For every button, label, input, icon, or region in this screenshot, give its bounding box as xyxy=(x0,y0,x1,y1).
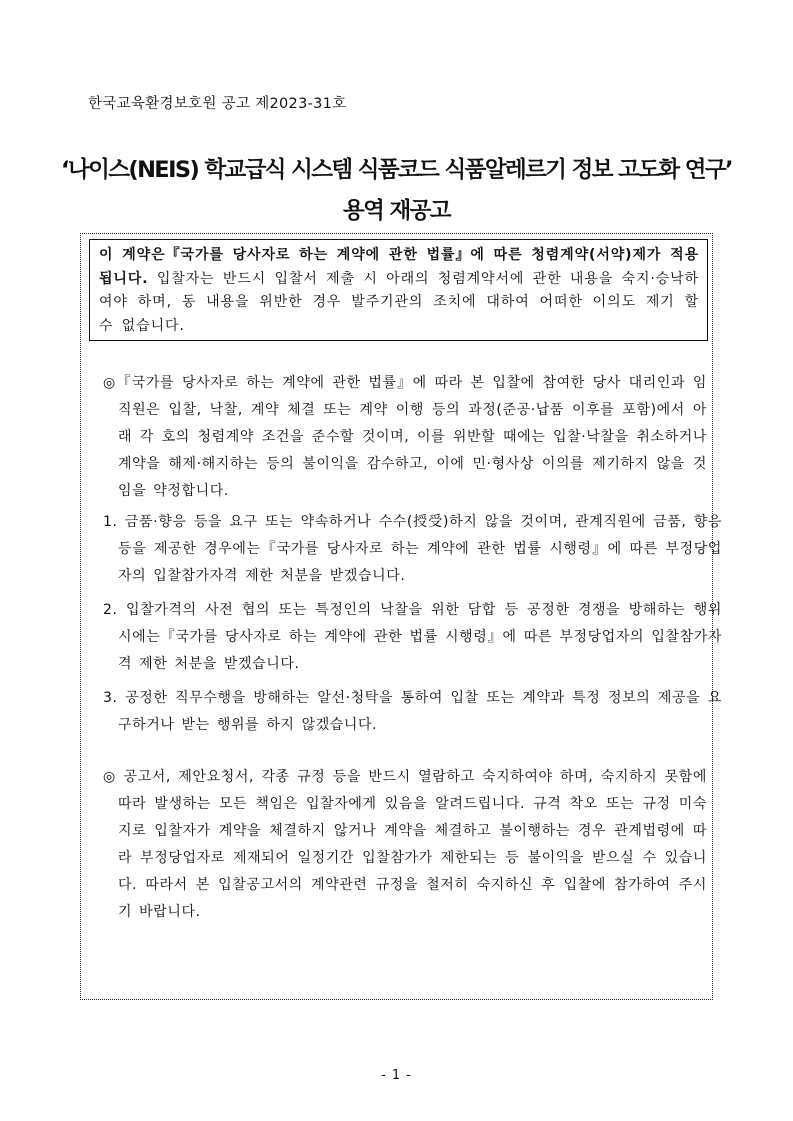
page-number: - 1 - xyxy=(381,1068,412,1083)
integrity-pledge-paragraph xyxy=(103,370,707,505)
page-title-line1: ‘나이스(NEIS) 학교급식 시스템 식품코드 식품알레르기 정보 고도화 연구’ xyxy=(61,157,732,183)
page-title-line2: 용역 재공고 xyxy=(343,198,450,224)
pledge-item-1: 1. 금품·향응 등을 요구 또는 약속하거나 수수(授受)하지 않을 것이며, 관계직원에 금품, 향응 등을 제공한 경우에는『국가를 당사자로 하는 계약에 관한 법률 시행령』에 따른 부정당업자의 입찰참가자격 제한 처분을 받겠습니다. xyxy=(103,514,722,584)
notice-number: 한국교육환경보호원 공고 제2023-31호 xyxy=(88,96,347,112)
pledge-item-2: 2. 입찰가격의 사전 협의 또는 특정인의 낙찰을 위한 담합 등 공정한 경쟁을 방해하는 행위 시에는『국가를 당사자로 하는 계약에 관한 법률 시행령』에 따른 부정당업자의 입찰참가자격 제한 처분을 받겠습니다. xyxy=(103,602,722,672)
bidder-notice-paragraph xyxy=(103,764,707,926)
notice-text: ◎ 공고서, 제안요청서, 각종 규정 등을 반드시 열람하고 숙지하여야 하며, 숙지하지 못함에 따라 발생하는 모든 책임은 입찰자에게 있음을 알려드립니다. 규격 착오 또는 규정 미숙지로 입찰자가 계약을 체결하지 않거나 계약을 체결하고 불이행하는 경우 관계법령에 따라 부정당업자로 제재되어 일정기간 입찰참가가 제한되는 등 불이익을 받으실 수 있습니다. 따라서 본 입찰공고서의 계약관련 규정을 철저히 숙지하신 후 입찰에 참가하여 주시기 바랍니다. xyxy=(103,769,707,920)
pledge-text: ◎『국가를 당사자로 하는 계약에 관한 법률』에 따라 본 입찰에 참여한 당사 대리인과 임직원은 입찰, 낙찰, 계약 체결 또는 계약 이행 등의 과정(준공·납품 이후를 포함)에서 아래 각 호의 청렴계약 조건을 준수할 것이며, 이를 위반할 때에는 입찰·낙찰을 취소하거나 계약을 해제·해지하는 등의 불이익을 감수하고, 이에 민·형사상 이의를 제기하지 않을 것임을 약정합니다. xyxy=(103,375,707,499)
integrity-contract-notice-box xyxy=(89,239,708,341)
intro-normal-text: 입찰자는 반드시 입찰서 제출 시 아래의 청렴계약서에 관한 내용을 숙지·승낙하여야 하며, 동 내용을 위반한 경우 발주기관의 조치에 대하여 어떠한 이의도 제기 할 수 없습니다. xyxy=(99,270,699,334)
pledge-item-3: 3. 공정한 직무수행을 방해하는 알선·청탁을 통하여 입찰 또는 계약과 특정 정보의 제공을 요구하거나 받는 행위를 하지 않겠습니다. xyxy=(103,690,722,733)
intro-bold-text: 이 계약은『국가를 당사자로 하는 계약에 관한 법률』에 따른 청렴계약(서약)제가 적용됩니다. xyxy=(99,247,699,287)
